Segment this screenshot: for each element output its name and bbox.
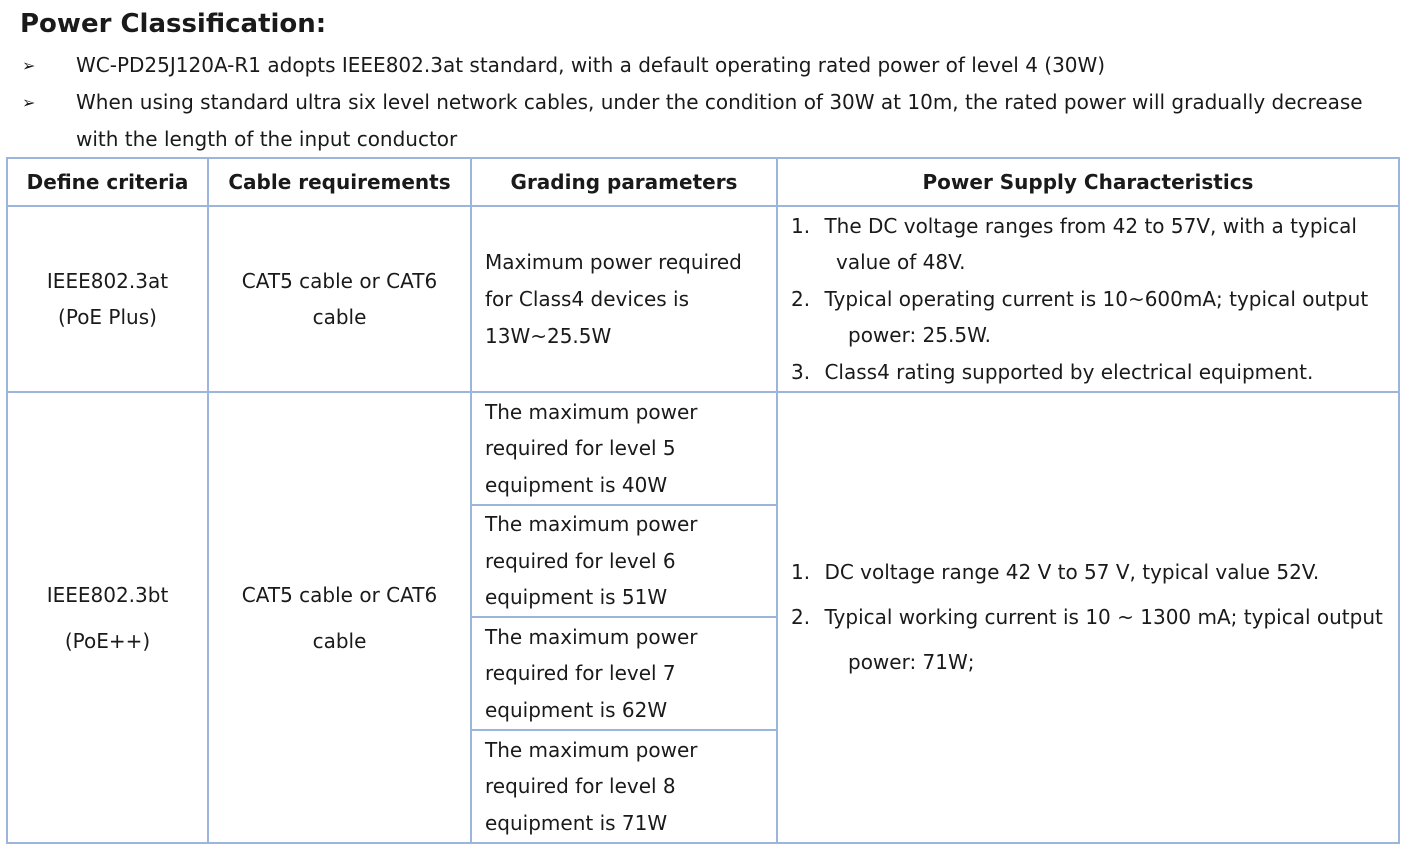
supply-cell xyxy=(777,392,1399,843)
page-title: Power Classification: xyxy=(20,9,327,39)
table-row xyxy=(7,206,1399,392)
arrow-bullet-icon: ➢ xyxy=(22,56,36,75)
item-text: Class4 rating supported by electrical equipment. xyxy=(824,359,1314,384)
bullet-text: When using standard ultra six level network cables, under the condition of 30W at 10m, the rated power will gradually decrease xyxy=(76,90,1363,114)
cable-line: CAT5 cable or CAT6 xyxy=(241,269,438,293)
item-text: DC voltage range 42 V to 57 V, typical value 52V. xyxy=(824,560,1320,584)
supply-cell xyxy=(777,206,1399,392)
grading-line: for Class4 devices is xyxy=(485,286,690,311)
supply-list-item xyxy=(791,354,1398,391)
grading-line: The maximum power xyxy=(485,624,698,649)
grading-line: 13W~25.5W xyxy=(485,323,612,348)
cable-cell xyxy=(208,206,471,392)
grading-line: equipment is 71W xyxy=(485,810,668,835)
grading-line: The maximum power xyxy=(485,399,698,424)
item-text-continued: value of 48V. xyxy=(836,250,966,275)
item-number: 2. xyxy=(791,286,811,311)
header-define-criteria: Define criteria xyxy=(7,158,208,206)
cable-line: cable xyxy=(312,305,367,329)
grading-line: required for level 8 xyxy=(485,774,676,799)
grading-cell-level-8 xyxy=(471,730,777,843)
supply-list-item xyxy=(791,281,1398,354)
item-text: Typical operating current is 10~600mA; typical output xyxy=(824,286,1369,311)
grading-line: Maximum power required xyxy=(485,249,742,274)
item-text-continued: power: 25.5W. xyxy=(848,323,991,348)
grading-line: equipment is 51W xyxy=(485,585,668,610)
item-number: 1. xyxy=(791,560,811,584)
grading-line: equipment is 62W xyxy=(485,697,668,722)
supply-list-item xyxy=(791,595,1398,685)
grading-cell-level-7 xyxy=(471,617,777,730)
bullet-text-continued: with the length of the input conductor xyxy=(76,127,458,151)
power-classification-table xyxy=(6,157,1400,844)
cable-line: cable xyxy=(312,628,367,653)
grading-line: required for level 6 xyxy=(485,548,676,573)
item-text: The DC voltage ranges from 42 to 57V, with a typical xyxy=(824,213,1357,238)
cable-cell xyxy=(208,392,471,843)
item-text-continued: power: 71W; xyxy=(848,650,975,674)
criteria-standard: IEEE802.3at xyxy=(46,269,169,293)
criteria-alias: (PoE++) xyxy=(64,628,151,653)
grading-line: equipment is 40W xyxy=(485,472,668,497)
bullet-text: WC-PD25J120A-R1 adopts IEEE802.3at standard, with a default operating rated power of level 4 (30W) xyxy=(76,53,1106,77)
table-header-row xyxy=(7,158,1399,206)
criteria-cell xyxy=(7,392,208,843)
criteria-alias: (PoE Plus) xyxy=(58,305,157,329)
grading-line: The maximum power xyxy=(485,737,698,762)
header-power-supply: Power Supply Characteristics xyxy=(777,158,1399,206)
grading-line: The maximum power xyxy=(485,512,698,537)
cable-line: CAT5 cable or CAT6 xyxy=(241,582,438,607)
criteria-cell xyxy=(7,206,208,392)
supply-list-item xyxy=(791,550,1398,595)
grading-line: required for level 7 xyxy=(485,661,676,686)
grading-cell-level-6 xyxy=(471,505,777,617)
header-grading-parameters: Grading parameters xyxy=(471,158,777,206)
item-number: 1. xyxy=(791,213,811,238)
supply-list-item xyxy=(791,208,1398,281)
criteria-standard: IEEE802.3bt xyxy=(46,582,169,607)
table-row xyxy=(7,392,1399,505)
arrow-bullet-icon: ➢ xyxy=(22,93,36,112)
item-text: Typical working current is 10 ~ 1300 mA; typical output xyxy=(824,605,1383,629)
grading-line: required for level 5 xyxy=(485,436,676,461)
grading-cell xyxy=(471,206,777,392)
item-number: 2. xyxy=(791,605,811,629)
item-number: 3. xyxy=(791,359,811,384)
header-cable-requirements: Cable requirements xyxy=(208,158,471,206)
grading-cell-level-5 xyxy=(471,392,777,505)
